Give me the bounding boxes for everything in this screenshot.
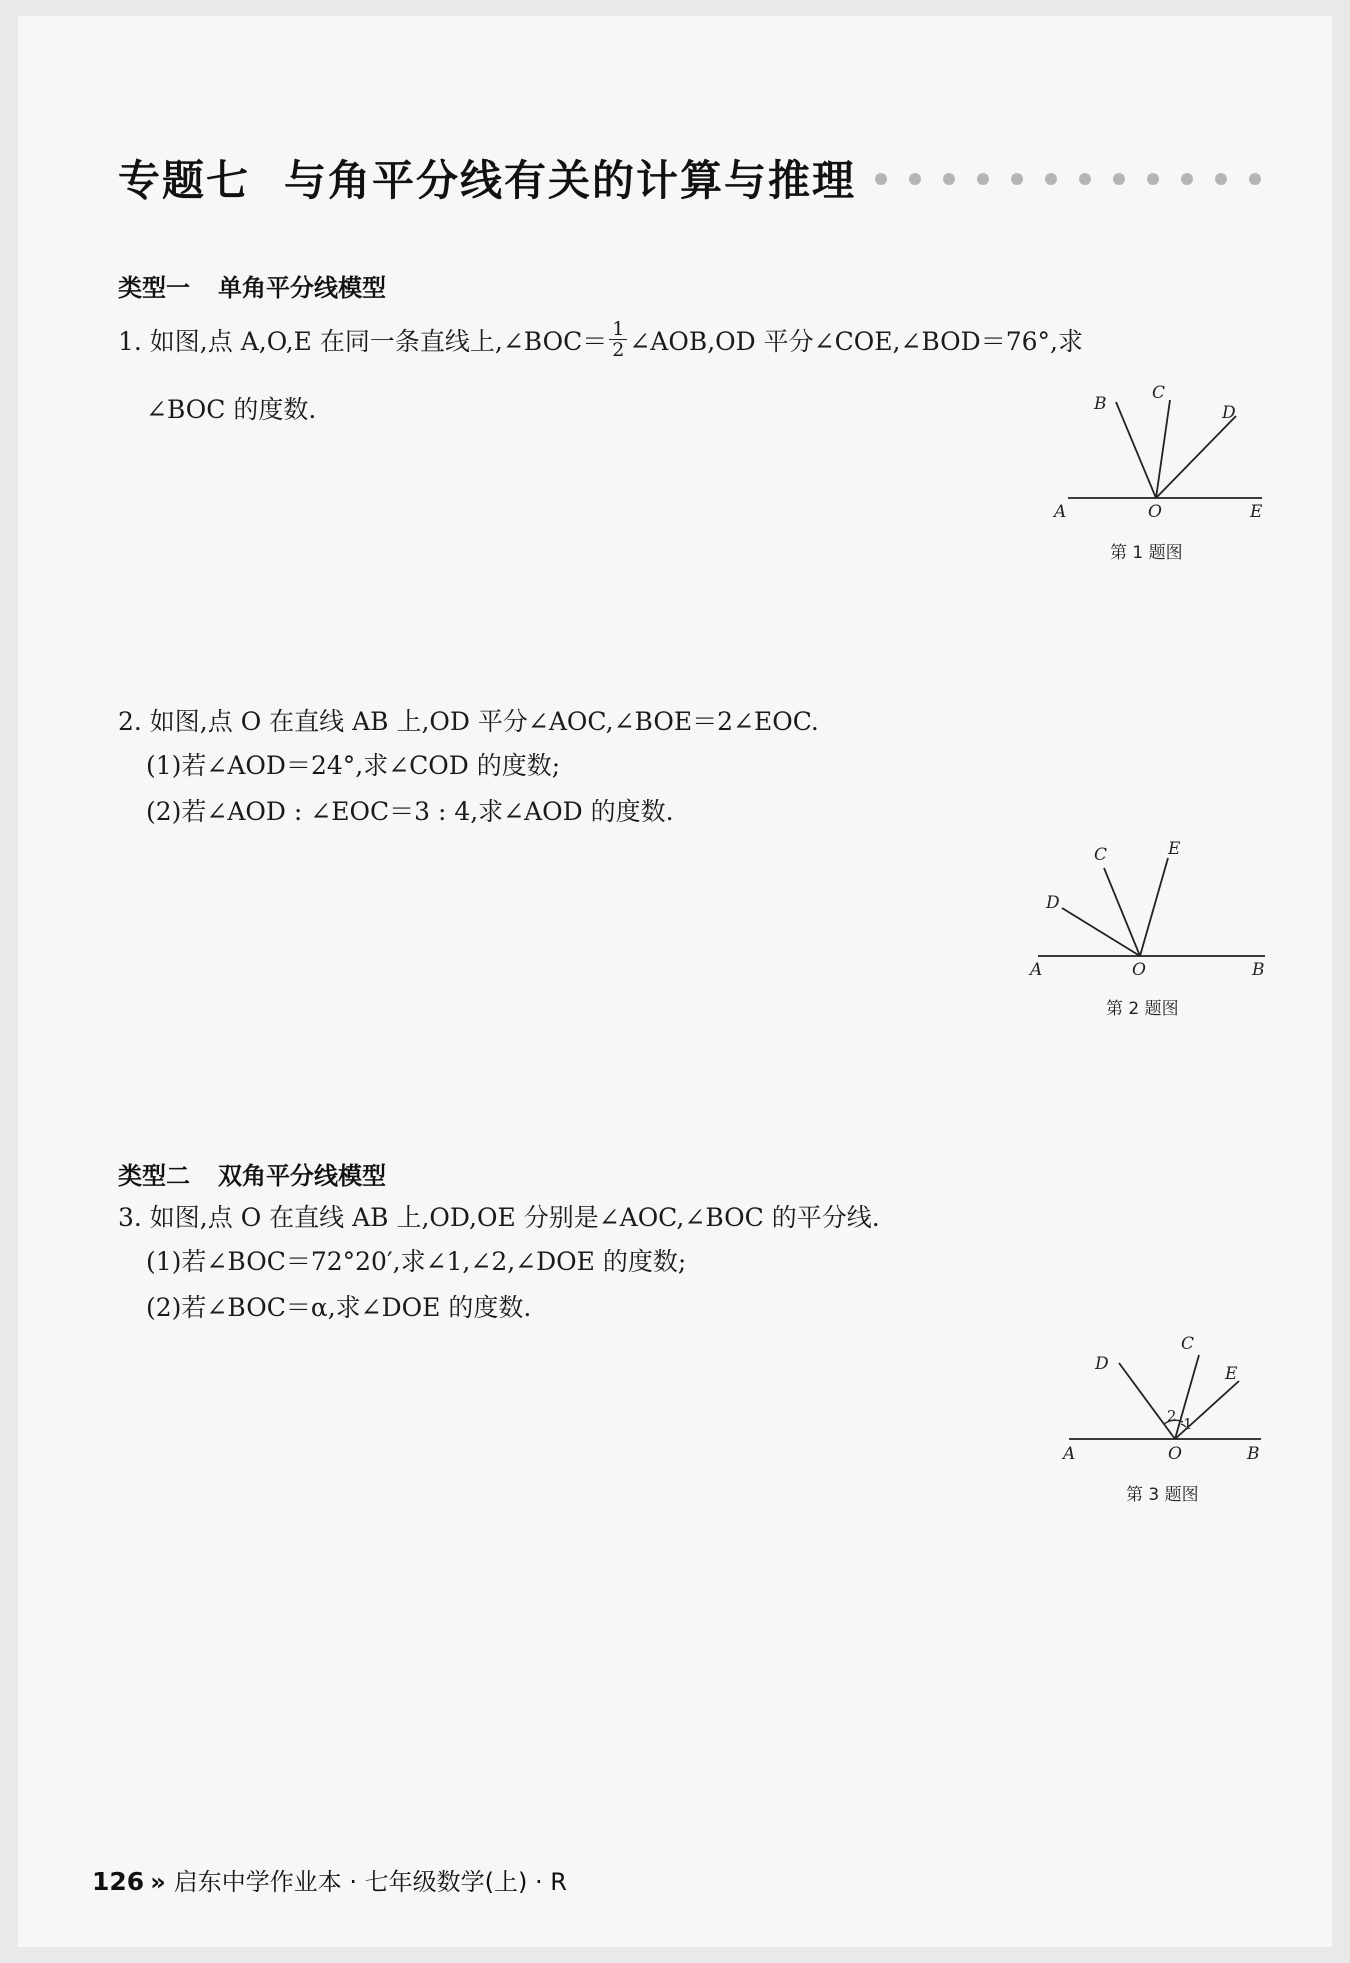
angle-1-label: 1 (1183, 1415, 1193, 1433)
label-O: O (1132, 960, 1146, 980)
problem-3-part-1: (1)若∠BOC＝72°20′,求∠1,∠2,∠DOE 的度数; (146, 1247, 687, 1276)
topic-header (118, 148, 1278, 208)
figure-1-caption: 第 1 题图 (1110, 543, 1183, 563)
problem-3-stem: 3. 如图,点 O 在直线 AB 上,OD,OE 分别是∠AOC,∠BOC 的平分线. (118, 1203, 880, 1232)
label-D: D (1222, 403, 1236, 423)
figure-2-caption: 第 2 题图 (1106, 999, 1179, 1019)
label-B: B (1094, 394, 1107, 414)
page-number: 126 (92, 1867, 145, 1896)
label-C: C (1094, 845, 1108, 865)
label-A: A (1030, 960, 1043, 980)
topic-title: 与角平分线有关的计算与推理 (284, 156, 857, 205)
label-E: E (1250, 502, 1263, 522)
section-heading-1: 类型一 单角平分线模型 (118, 274, 386, 302)
label-B: B (1247, 1444, 1260, 1464)
decorative-dots (874, 172, 1274, 186)
label-C: C (1152, 383, 1166, 403)
angle-2-label: 2 (1167, 1407, 1177, 1425)
label-B: B (1252, 960, 1265, 980)
label-C: C (1181, 1334, 1195, 1354)
label-O: O (1168, 1444, 1182, 1464)
page-title (118, 148, 856, 208)
workbook-page (18, 16, 1332, 1947)
fraction: $\frac{1}{2}$ (609, 319, 627, 360)
topic-number: 专题七 (118, 156, 251, 205)
problem-2-stem: 2. 如图,点 O 在直线 AB 上,OD 平分∠AOC,∠BOE＝2∠EOC. (118, 707, 819, 736)
page-footer (92, 1862, 567, 1897)
label-A: A (1063, 1444, 1076, 1464)
label-A: A (1054, 502, 1067, 522)
problem-3-figure (1055, 1325, 1285, 1475)
chevron-double-icon: » (150, 1868, 166, 1896)
problem-2-figure (1020, 830, 1280, 980)
problem-3-part-2: (2)若∠BOC＝α,求∠DOE 的度数. (146, 1293, 532, 1322)
section-heading-2: 类型二 双角平分线模型 (118, 1162, 386, 1190)
figure-3-caption: 第 3 题图 (1126, 1485, 1199, 1505)
problem-2-part-1: (1)若∠AOD＝24°,求∠COD 的度数; (146, 751, 561, 780)
label-D: D (1046, 893, 1060, 913)
book-title: 启东中学作业本 · 七年级数学(上) · R (173, 1868, 567, 1896)
problem-1-line-1: 1. 如图,点 A,O,E 在同一条直线上,∠BOC＝ $\frac{1}{2}$ ∠AOB,OD 平分∠COE,∠BOD＝76°,求 (118, 318, 1083, 361)
label-E: E (1168, 839, 1181, 859)
label-D: D (1095, 1354, 1109, 1374)
problem-1-figure (1040, 380, 1280, 530)
problem-2-part-2: (2)若∠AOD : ∠EOC＝3 : 4,求∠AOD 的度数. (146, 797, 674, 826)
label-E: E (1225, 1364, 1238, 1384)
label-O: O (1148, 502, 1162, 522)
problem-1-line-2: ∠BOC 的度数. (146, 395, 317, 424)
